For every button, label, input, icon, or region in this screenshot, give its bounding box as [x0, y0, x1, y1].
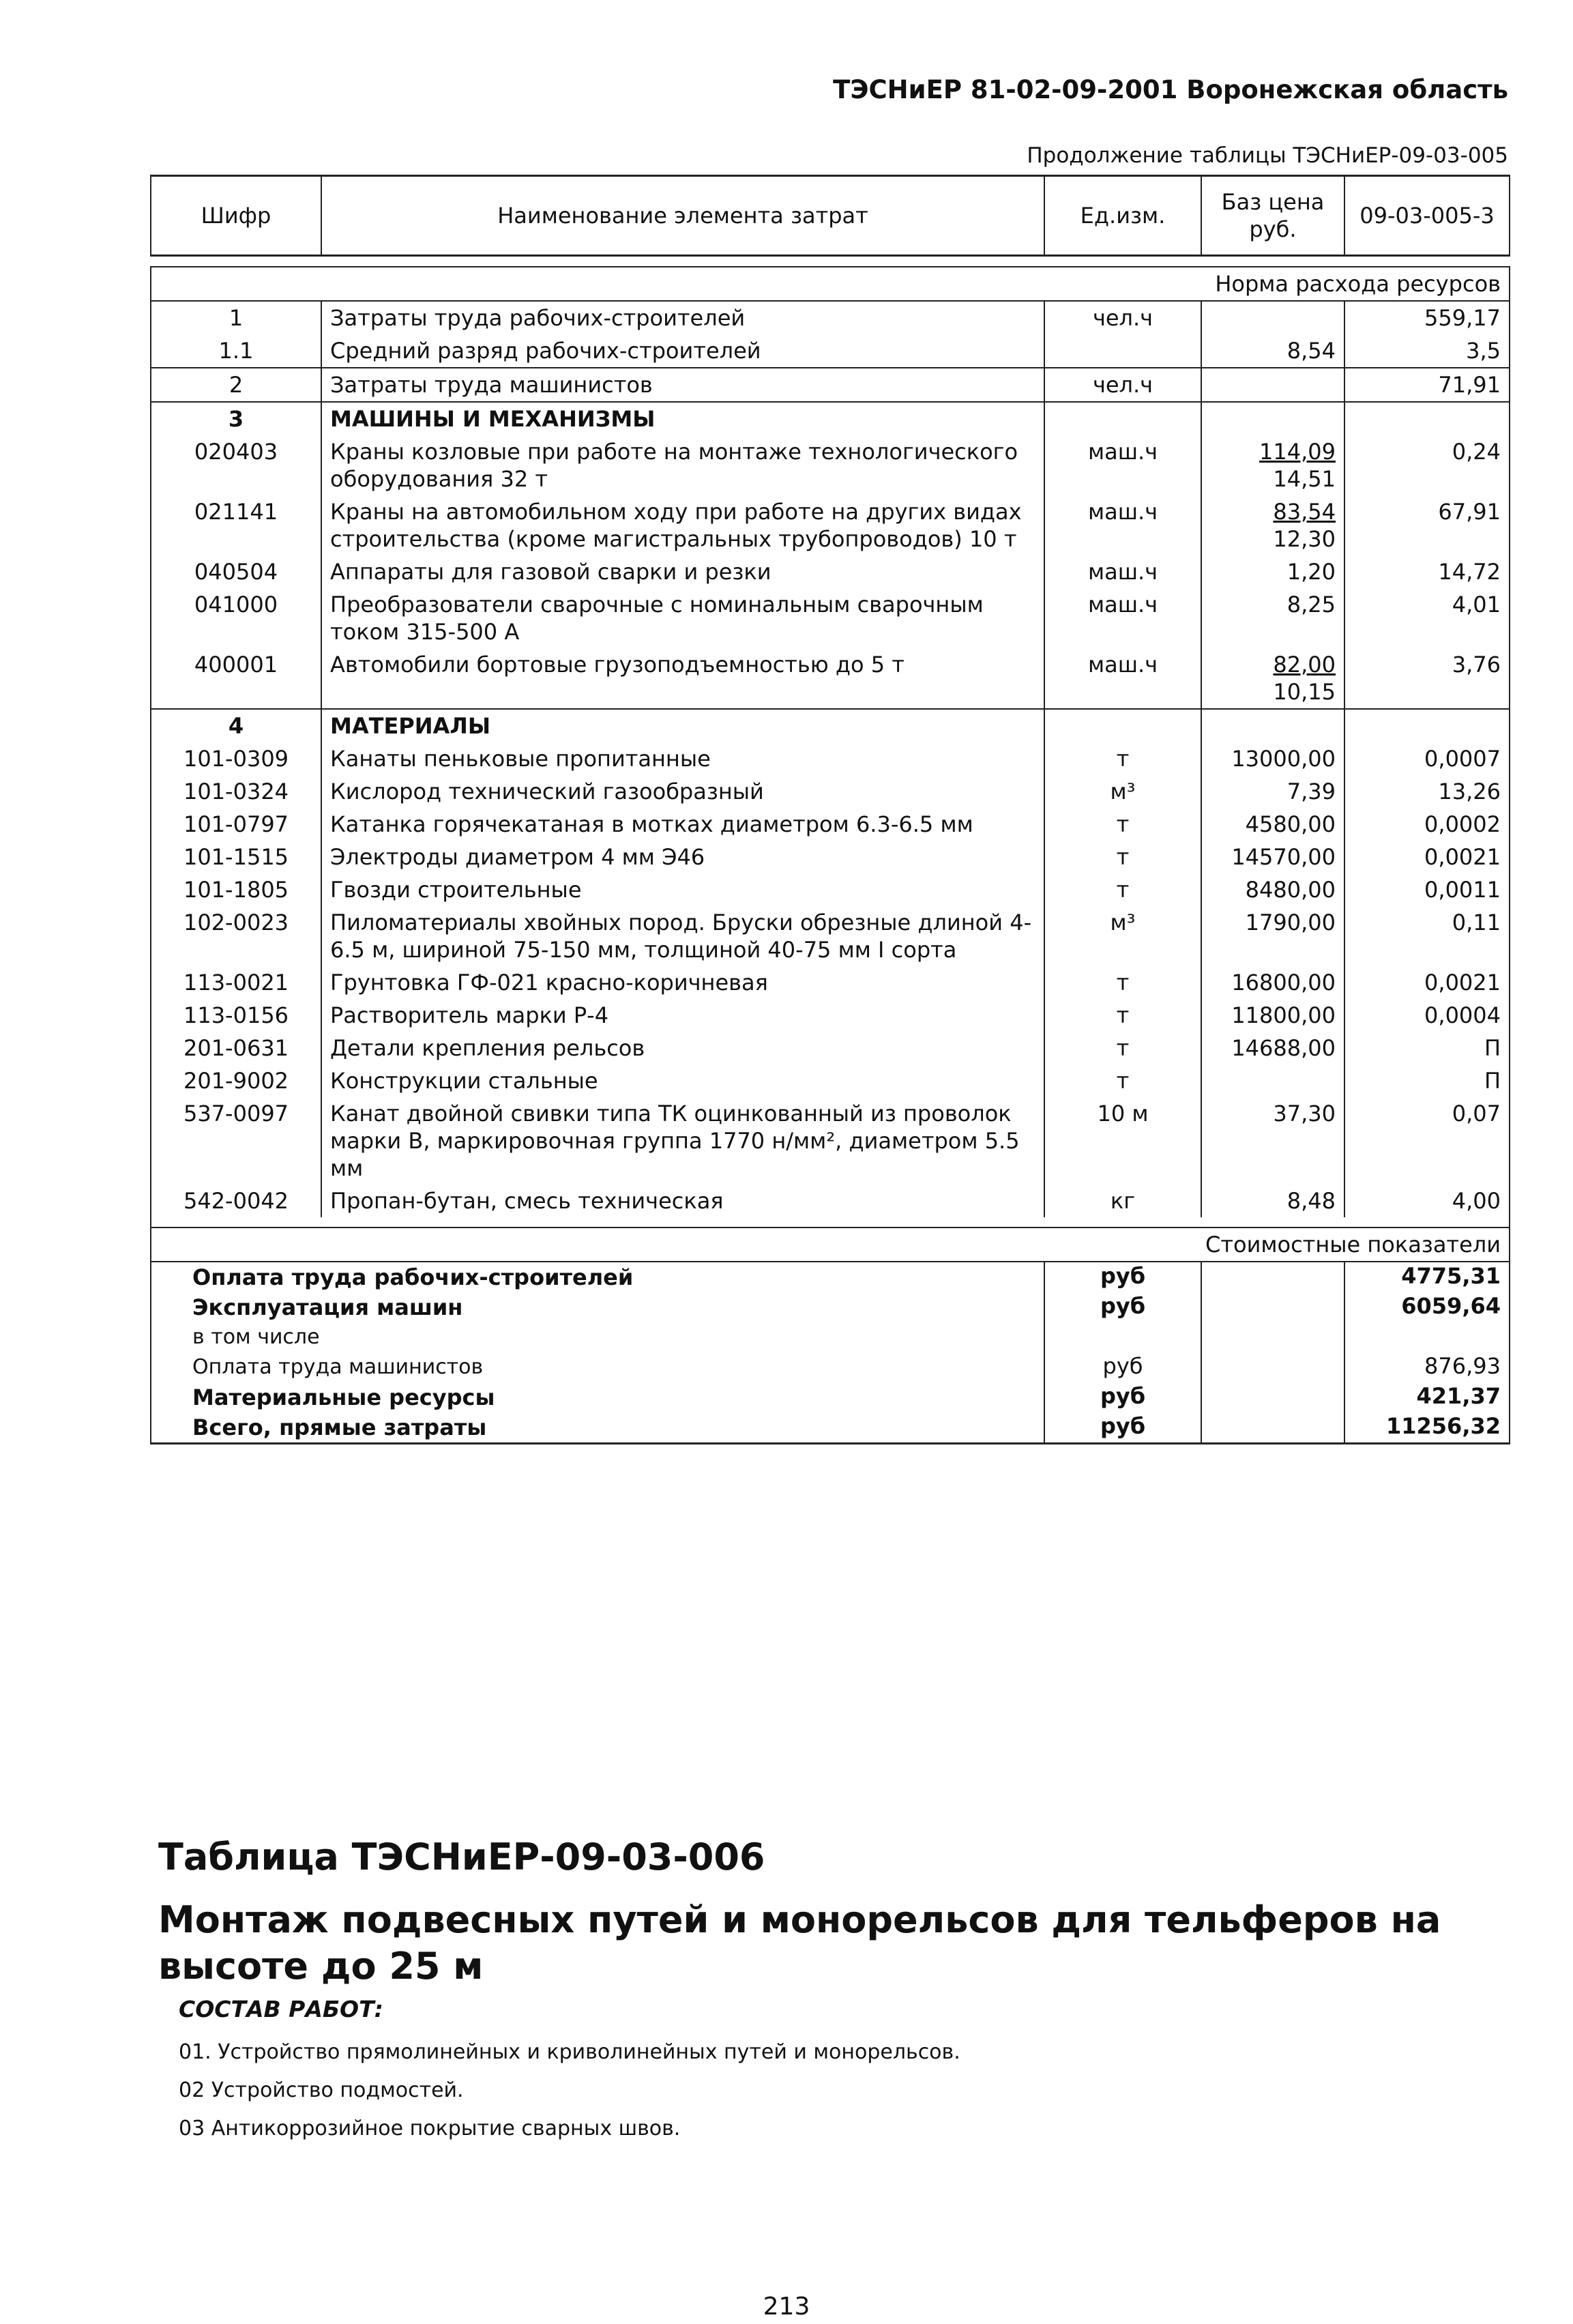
- row-value: 14,72: [1344, 555, 1510, 588]
- row-name: Электроды диаметром 4 мм Э46: [321, 841, 1044, 873]
- table-row: [151, 1064, 1510, 1097]
- table-row: [151, 435, 1510, 495]
- row-name: Краны козловые при работе на монтаже технологического оборудования 32 т: [321, 435, 1044, 495]
- row-name: Конструкции стальные: [321, 1064, 1044, 1097]
- row-unit: маш.ч: [1044, 495, 1201, 555]
- totals-unit: руб: [1044, 1292, 1201, 1322]
- table-row: [151, 775, 1510, 808]
- table-row: [151, 742, 1510, 775]
- resource-norm-table: [150, 175, 1510, 1444]
- row-code: 041000: [151, 588, 321, 648]
- works-list: [179, 2033, 960, 2148]
- row-value: 0,0007: [1344, 742, 1510, 775]
- totals-label: Материальные ресурсы: [151, 1382, 1044, 1412]
- row-price: 7,39: [1201, 775, 1344, 808]
- norm-caption-row: [151, 267, 1510, 301]
- row-code: 1: [151, 301, 321, 334]
- row-code: 3: [151, 402, 321, 435]
- row-price-main: 83,54: [1273, 499, 1336, 525]
- row-code: 101-0324: [151, 775, 321, 808]
- row-name: Краны на автомобильном ходу при работе на других видах строительства (кроме магистральных трубопроводов) 10 т: [321, 495, 1044, 555]
- col-header-unit: Ед.изм.: [1044, 176, 1201, 256]
- row-price: [1201, 1064, 1344, 1097]
- row-unit: чел.ч: [1044, 368, 1201, 402]
- row-unit: т: [1044, 841, 1201, 873]
- totals-value: 11256,32: [1344, 1412, 1510, 1444]
- row-code: 021141: [151, 495, 321, 555]
- row-code: 537-0097: [151, 1097, 321, 1185]
- row-unit: т: [1044, 742, 1201, 775]
- row-name: Катанка горячекатаная в мотках диаметром 6.3-6.5 мм: [321, 808, 1044, 841]
- row-code: 400001: [151, 648, 321, 709]
- row-name: Автомобили бортовые грузоподъемностью до 5 т: [321, 648, 1044, 709]
- totals-value: 421,37: [1344, 1382, 1510, 1412]
- table-row: [151, 648, 1510, 709]
- row-unit: маш.ч: [1044, 648, 1201, 709]
- table-row: [151, 1097, 1510, 1185]
- totals-row: [151, 1292, 1510, 1322]
- row-price: 1,20: [1201, 555, 1344, 588]
- row-unit: [1044, 709, 1201, 742]
- row-unit: т: [1044, 873, 1201, 906]
- row-value: 0,0011: [1344, 873, 1510, 906]
- totals-price-empty: [1201, 1322, 1344, 1352]
- totals-price-empty: [1201, 1292, 1344, 1322]
- row-code: 4: [151, 709, 321, 742]
- row-unit: маш.ч: [1044, 435, 1201, 495]
- row-price: 8,54: [1201, 334, 1344, 368]
- row-price: [1201, 648, 1344, 709]
- totals-price-empty: [1201, 1352, 1344, 1382]
- row-code: 113-0021: [151, 966, 321, 999]
- row-price: 13000,00: [1201, 742, 1344, 775]
- table-row: [151, 709, 1510, 742]
- row-name: Пропан-бутан, смесь техническая: [321, 1185, 1044, 1217]
- row-code: 201-9002: [151, 1064, 321, 1097]
- row-name: Канаты пеньковые пропитанные: [321, 742, 1044, 775]
- row-value: 3,5: [1344, 334, 1510, 368]
- row-name: Гвозди строительные: [321, 873, 1044, 906]
- row-name: Кислород технический газообразный: [321, 775, 1044, 808]
- works-composition-label: СОСТАВ РАБОТ:: [179, 1996, 383, 2022]
- row-unit: т: [1044, 1064, 1201, 1097]
- row-unit: чел.ч: [1044, 301, 1201, 334]
- row-unit: маш.ч: [1044, 588, 1201, 648]
- table-row: [151, 999, 1510, 1032]
- totals-label: Оплата труда машинистов: [151, 1352, 1044, 1382]
- table-row: [151, 1185, 1510, 1217]
- row-value: 3,76: [1344, 648, 1510, 709]
- row-value: [1344, 709, 1510, 742]
- row-name: МАТЕРИАЛЫ: [321, 709, 1044, 742]
- row-value: 4,00: [1344, 1185, 1510, 1217]
- table-header-row: [151, 176, 1510, 256]
- row-price: [1201, 495, 1344, 555]
- row-value: 0,24: [1344, 435, 1510, 495]
- row-unit: 10 м: [1044, 1097, 1201, 1185]
- row-value: 71,91: [1344, 368, 1510, 402]
- row-name: Затраты труда машинистов: [321, 368, 1044, 402]
- table-row: [151, 555, 1510, 588]
- row-unit: т: [1044, 966, 1201, 999]
- work-item: 01. Устройство прямолинейных и криволинейных путей и монорельсов.: [179, 2040, 960, 2064]
- table-row: [151, 368, 1510, 402]
- row-unit: т: [1044, 1032, 1201, 1064]
- totals-price-empty: [1201, 1412, 1344, 1444]
- table-row: [151, 808, 1510, 841]
- totals-unit: руб: [1044, 1352, 1201, 1382]
- row-price: 4580,00: [1201, 808, 1344, 841]
- totals-label: Оплата труда рабочих-строителей: [151, 1262, 1044, 1292]
- row-price-secondary: 10,15: [1273, 679, 1336, 705]
- row-code: 201-0631: [151, 1032, 321, 1064]
- row-value: 67,91: [1344, 495, 1510, 555]
- row-name: Средний разряд рабочих-строителей: [321, 334, 1044, 368]
- totals-price-empty: [1201, 1262, 1344, 1292]
- row-price: [1201, 368, 1344, 402]
- row-code: 2: [151, 368, 321, 402]
- header-spacer: [151, 256, 1510, 267]
- row-unit: м³: [1044, 906, 1201, 966]
- row-price: [1201, 402, 1344, 435]
- row-price: 37,30: [1201, 1097, 1344, 1185]
- row-name: Аппараты для газовой сварки и резки: [321, 555, 1044, 588]
- col-header-norm: 09-03-005-3: [1344, 176, 1510, 256]
- col-header-price: Баз цена руб.: [1201, 176, 1344, 256]
- table-row: [151, 588, 1510, 648]
- table-row: [151, 402, 1510, 435]
- next-table-title: Таблица ТЭСНиЕР-09-03-006: [158, 1835, 765, 1878]
- totals-value: 6059,64: [1344, 1292, 1510, 1322]
- table-row: [151, 495, 1510, 555]
- totals-row: [151, 1262, 1510, 1292]
- row-price: 16800,00: [1201, 966, 1344, 999]
- totals-unit: руб: [1044, 1382, 1201, 1412]
- row-price: 11800,00: [1201, 999, 1344, 1032]
- row-value: 13,26: [1344, 775, 1510, 808]
- totals-row: [151, 1382, 1510, 1412]
- row-unit: [1044, 334, 1201, 368]
- row-price: [1201, 435, 1344, 495]
- row-unit: [1044, 402, 1201, 435]
- totals-value: 876,93: [1344, 1352, 1510, 1382]
- row-price: 8480,00: [1201, 873, 1344, 906]
- row-price-main: 114,09: [1259, 439, 1336, 465]
- totals-price-empty: [1201, 1382, 1344, 1412]
- row-name: Преобразователи сварочные с номинальным сварочным током 315-500 А: [321, 588, 1044, 648]
- totals-row: [151, 1412, 1510, 1444]
- row-value: П: [1344, 1064, 1510, 1097]
- table-row: [151, 334, 1510, 368]
- row-price-secondary: 12,30: [1273, 526, 1336, 552]
- row-name: Детали крепления рельсов: [321, 1032, 1044, 1064]
- row-code: 040504: [151, 555, 321, 588]
- row-value: 0,11: [1344, 906, 1510, 966]
- row-value: 0,0021: [1344, 841, 1510, 873]
- table-row: [151, 841, 1510, 873]
- row-value: 0,0021: [1344, 966, 1510, 999]
- row-unit: маш.ч: [1044, 555, 1201, 588]
- row-name: Канат двойной свивки типа ТК оцинкованный из проволок марки В, маркировочная группа 1770 н/мм², диаметром 5.5 мм: [321, 1097, 1044, 1185]
- row-price-main: 82,00: [1273, 652, 1336, 678]
- col-header-code: Шифр: [151, 176, 321, 256]
- table-spacer: [151, 1217, 1510, 1228]
- row-unit: м³: [1044, 775, 1201, 808]
- totals-unit: руб: [1044, 1412, 1201, 1444]
- table-row: [151, 1032, 1510, 1064]
- row-name: Растворитель марки Р-4: [321, 999, 1044, 1032]
- row-code: 1.1: [151, 334, 321, 368]
- totals-label: Эксплуатация машин: [151, 1292, 1044, 1322]
- row-value: 559,17: [1344, 301, 1510, 334]
- row-value: 4,01: [1344, 588, 1510, 648]
- next-table-subtitle: Монтаж подвесных путей и монорельсов для тельферов на высоте до 25 м: [158, 1898, 1441, 1988]
- col-header-name: Наименование элемента затрат: [321, 176, 1044, 256]
- row-value: [1344, 402, 1510, 435]
- row-price: [1201, 709, 1344, 742]
- row-code: 101-0797: [151, 808, 321, 841]
- row-price: 8,48: [1201, 1185, 1344, 1217]
- table-continuation-caption: Продолжение таблицы ТЭСНиЕР-09-03-005: [1027, 143, 1508, 168]
- row-price-secondary: 14,51: [1273, 466, 1336, 492]
- work-item: 03 Антикоррозийное покрытие сварных швов.: [179, 2117, 681, 2140]
- document-header-title: ТЭСНиЕР 81-02-09-2001 Воронежская область: [833, 75, 1508, 104]
- table-row: [151, 966, 1510, 999]
- totals-label: Всего, прямые затраты: [151, 1412, 1044, 1444]
- table-row: [151, 873, 1510, 906]
- row-price: 1790,00: [1201, 906, 1344, 966]
- row-name: Пиломатериалы хвойных пород. Бруски обрезные длиной 4-6.5 м, шириной 75-150 мм, толщиной 40-75 мм I сорта: [321, 906, 1044, 966]
- page-number: 213: [763, 2293, 810, 2321]
- row-code: 113-0156: [151, 999, 321, 1032]
- row-name: МАШИНЫ И МЕХАНИЗМЫ: [321, 402, 1044, 435]
- row-value: 0,07: [1344, 1097, 1510, 1185]
- row-name: Грунтовка ГФ-021 красно-коричневая: [321, 966, 1044, 999]
- row-code: 101-0309: [151, 742, 321, 775]
- row-price: 8,25: [1201, 588, 1344, 648]
- totals-unit: [1044, 1322, 1201, 1352]
- row-code: 542-0042: [151, 1185, 321, 1217]
- row-code: 102-0023: [151, 906, 321, 966]
- row-price: 14688,00: [1201, 1032, 1344, 1064]
- totals-value: 4775,31: [1344, 1262, 1510, 1292]
- cost-caption-row: [151, 1228, 1510, 1262]
- totals-row: [151, 1352, 1510, 1382]
- totals-row: [151, 1322, 1510, 1352]
- cost-caption: Стоимостные показатели: [151, 1228, 1510, 1262]
- row-price: [1201, 301, 1344, 334]
- row-price: 14570,00: [1201, 841, 1344, 873]
- work-item: 02 Устройство подмостей.: [179, 2078, 464, 2102]
- totals-value: [1344, 1322, 1510, 1352]
- norm-caption: Норма расхода ресурсов: [151, 267, 1510, 301]
- row-unit: т: [1044, 808, 1201, 841]
- row-value: П: [1344, 1032, 1510, 1064]
- totals-label: в том числе: [151, 1322, 1044, 1352]
- row-code: 101-1805: [151, 873, 321, 906]
- table-row: [151, 906, 1510, 966]
- row-unit: т: [1044, 999, 1201, 1032]
- row-value: 0,0004: [1344, 999, 1510, 1032]
- row-value: 0,0002: [1344, 808, 1510, 841]
- row-name: Затраты труда рабочих-строителей: [321, 301, 1044, 334]
- row-unit: кг: [1044, 1185, 1201, 1217]
- table-row: [151, 301, 1510, 334]
- row-code: 101-1515: [151, 841, 321, 873]
- totals-unit: руб: [1044, 1262, 1201, 1292]
- row-code: 020403: [151, 435, 321, 495]
